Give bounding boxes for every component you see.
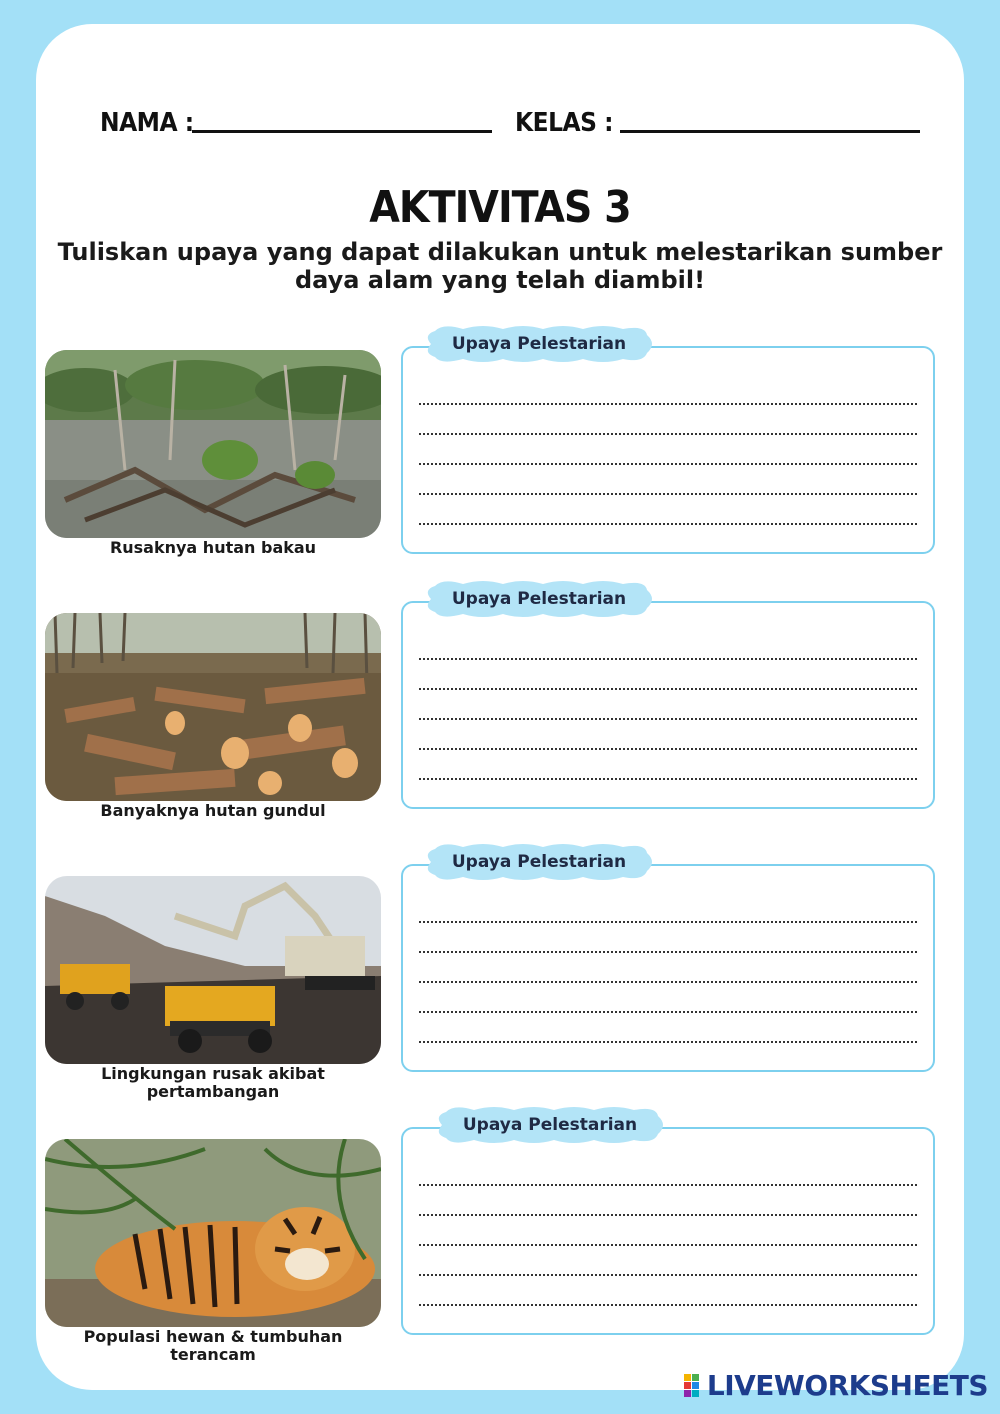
- brand-text: LIVEWORKSHEETS: [706, 1369, 988, 1402]
- tag-label: Upaya Pelestarian: [451, 589, 627, 609]
- answer-box-4[interactable]: [401, 1127, 935, 1335]
- tag-upaya-pelestarian: [423, 580, 655, 618]
- answer-line[interactable]: [419, 493, 917, 495]
- answer-line[interactable]: [419, 718, 917, 720]
- caption-mangrove: Rusaknya hutan bakau: [109, 538, 317, 557]
- caption-tiger-line-2: terancam: [170, 1345, 256, 1364]
- instruction-line-2: daya alam yang telah diambil!: [294, 266, 706, 294]
- caption-tiger-line-1: Populasi hewan & tumbuhan: [83, 1327, 343, 1346]
- liveworksheets-icon: [684, 1374, 704, 1398]
- instruction: [40, 238, 960, 294]
- answer-line[interactable]: [419, 921, 917, 923]
- tag-upaya-pelestarian: [423, 843, 655, 881]
- tag-label: Upaya Pelestarian: [462, 1115, 638, 1135]
- page-title: AKTIVITAS 3: [369, 182, 631, 233]
- kelas-label: KELAS :: [515, 108, 613, 138]
- answer-line[interactable]: [419, 403, 917, 405]
- liveworksheets-logo: [684, 1369, 988, 1402]
- kelas-field[interactable]: [620, 130, 920, 133]
- answer-line[interactable]: [419, 1244, 917, 1246]
- caption-deforestation: Banyaknya hutan gundul: [100, 801, 326, 820]
- answer-line[interactable]: [419, 523, 917, 525]
- answer-line[interactable]: [419, 778, 917, 780]
- answer-box-1[interactable]: [401, 346, 935, 554]
- answer-line[interactable]: [419, 658, 917, 660]
- answer-line[interactable]: [419, 1011, 917, 1013]
- caption-tiger: [45, 1328, 381, 1364]
- answer-line[interactable]: [419, 433, 917, 435]
- answer-line[interactable]: [419, 951, 917, 953]
- answer-line[interactable]: [419, 981, 917, 983]
- caption-mining-line-1: Lingkungan rusak akibat: [101, 1064, 325, 1083]
- tag-label: Upaya Pelestarian: [451, 334, 627, 354]
- tag-label: Upaya Pelestarian: [451, 852, 627, 872]
- photo-mangrove: [45, 350, 381, 538]
- answer-line[interactable]: [419, 688, 917, 690]
- instruction-line-1: Tuliskan upaya yang dapat dilakukan untuk melestarikan sumber: [57, 238, 943, 266]
- answer-line[interactable]: [419, 463, 917, 465]
- photo-mining: [45, 876, 381, 1064]
- photo-tiger: [45, 1139, 381, 1327]
- nama-label: NAMA :: [100, 108, 194, 138]
- answer-line[interactable]: [419, 748, 917, 750]
- caption-mining-line-2: pertambangan: [146, 1082, 280, 1101]
- answer-box-2[interactable]: [401, 601, 935, 809]
- answer-line[interactable]: [419, 1184, 917, 1186]
- answer-box-3[interactable]: [401, 864, 935, 1072]
- answer-line[interactable]: [419, 1041, 917, 1043]
- photo-deforestation: [45, 613, 381, 801]
- caption-mining: [45, 1065, 381, 1101]
- tag-upaya-pelestarian: [434, 1106, 666, 1144]
- answer-line[interactable]: [419, 1274, 917, 1276]
- tag-upaya-pelestarian: [423, 325, 655, 363]
- answer-line[interactable]: [419, 1214, 917, 1216]
- answer-line[interactable]: [419, 1304, 917, 1306]
- nama-field[interactable]: [192, 130, 492, 133]
